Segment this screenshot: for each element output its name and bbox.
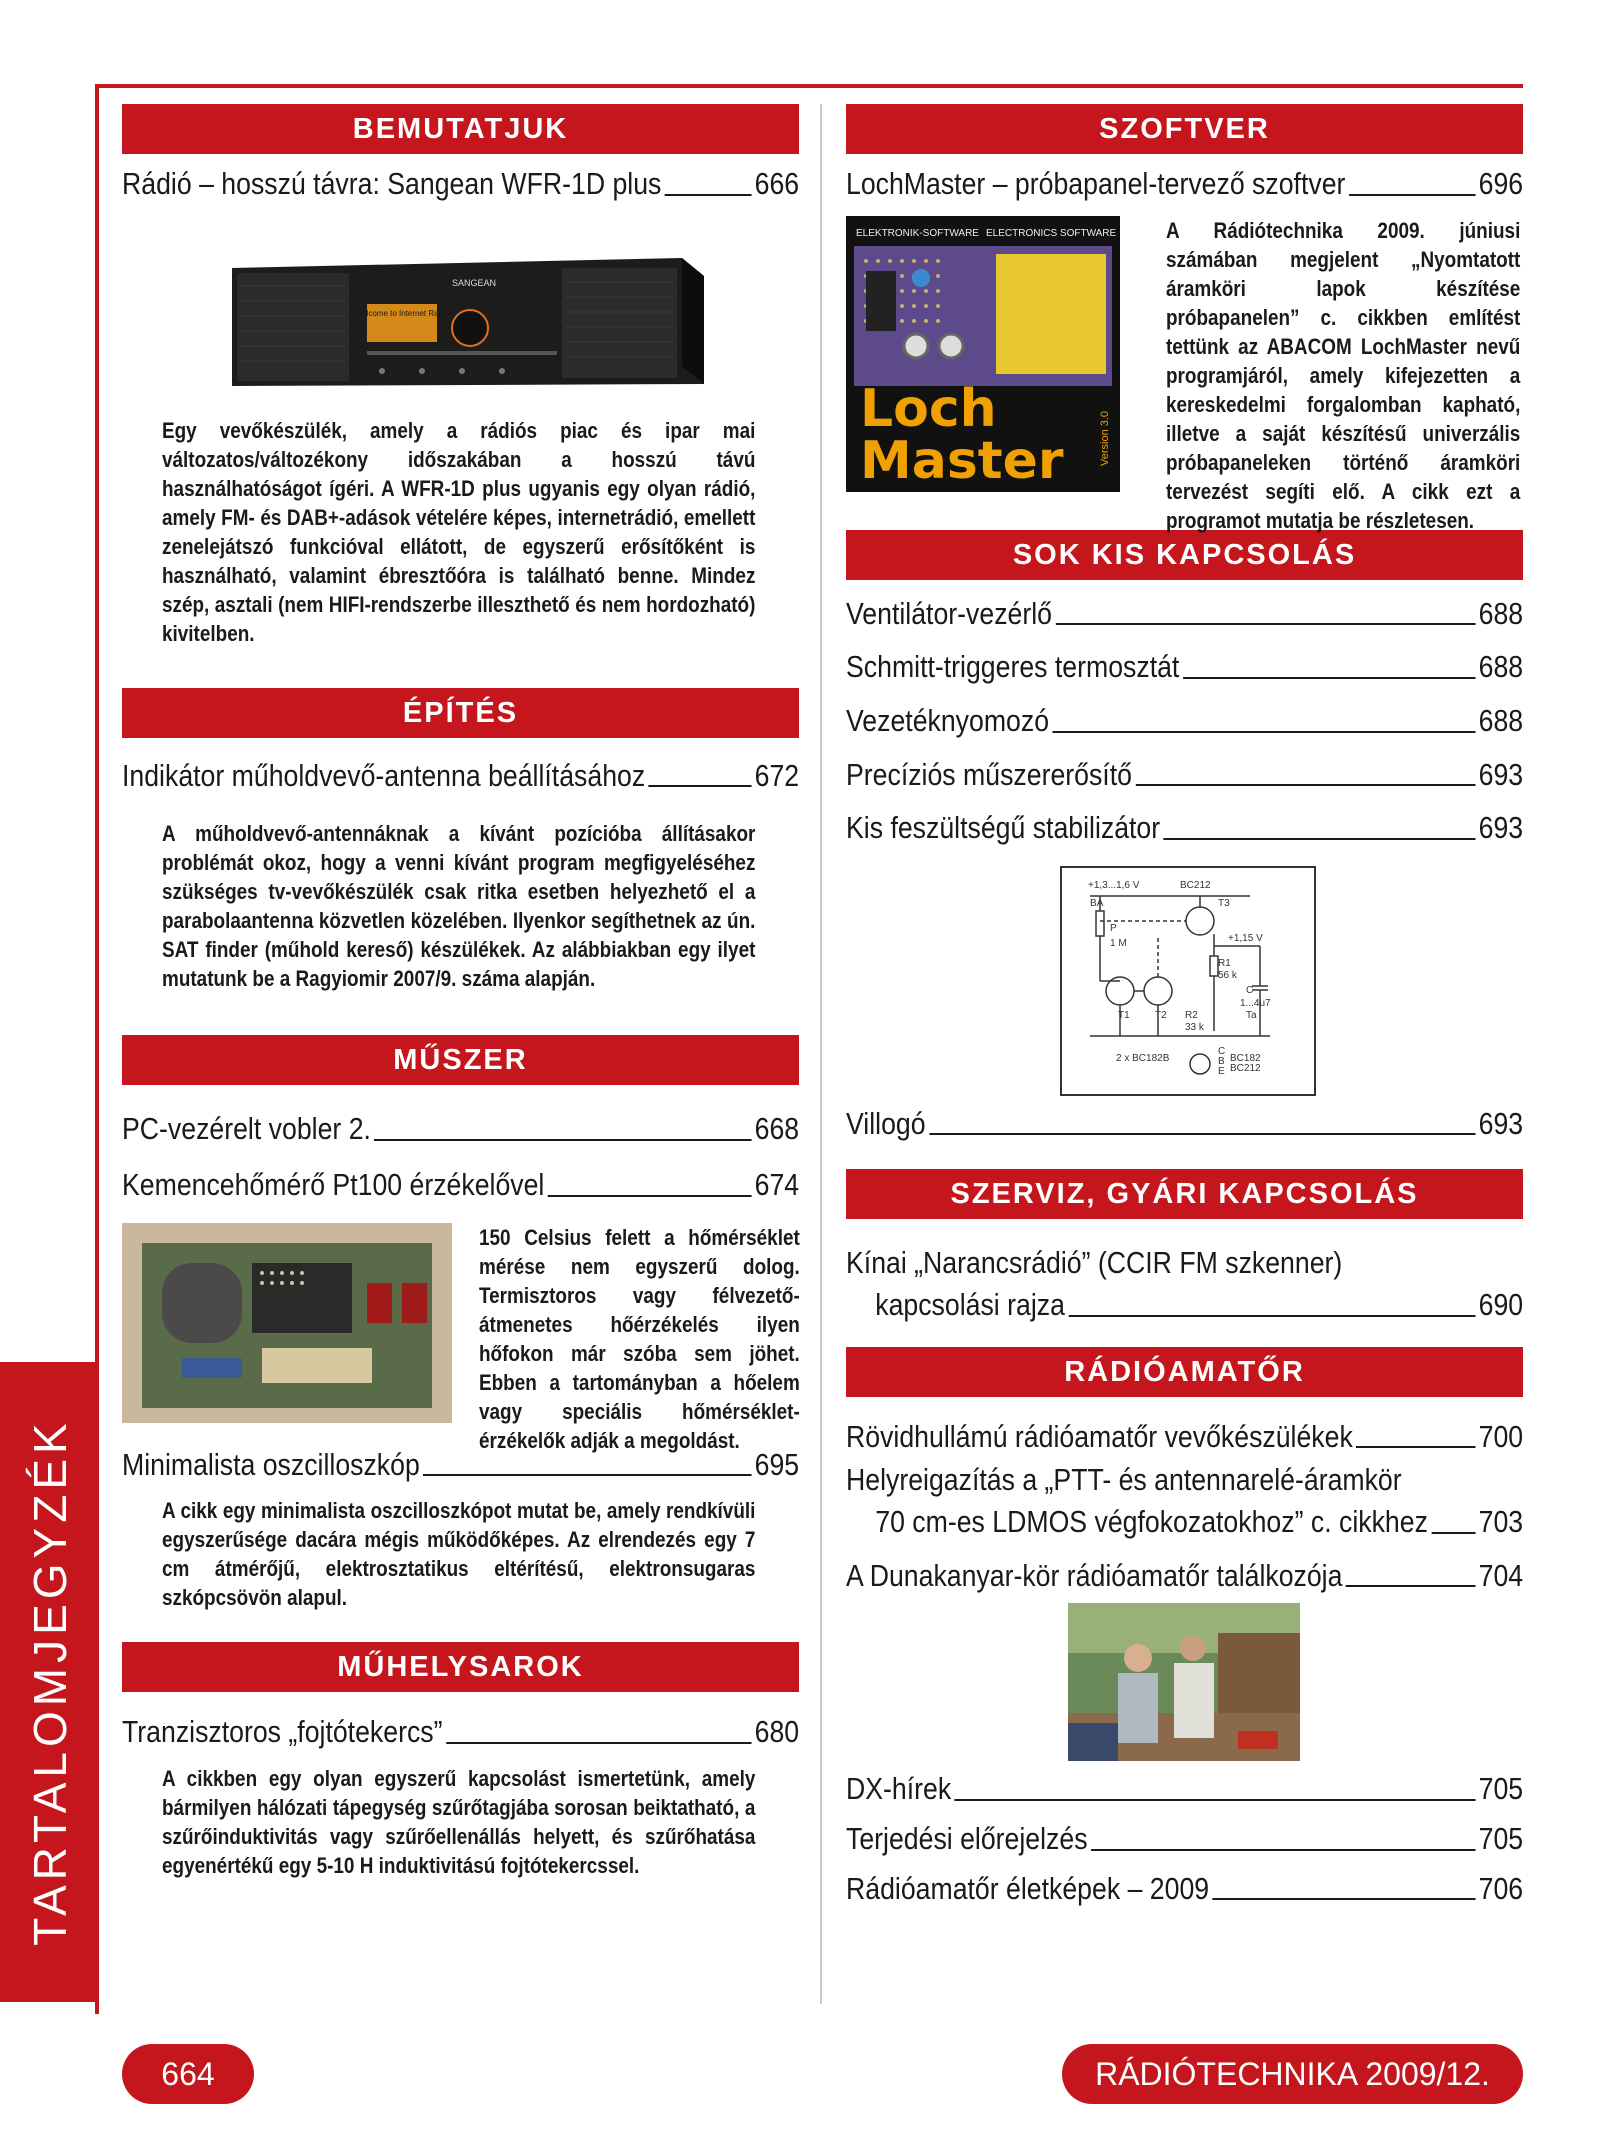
right-column (846, 104, 1523, 1906)
svg-text:C: C (1218, 1045, 1226, 1057)
toc-entry[interactable]: Indikátor műholdvevő-antenna beállításához 672 (122, 757, 800, 793)
page-number: 668 (754, 1111, 800, 1147)
circuit-diagram (846, 866, 1523, 1096)
left-column (122, 104, 799, 1880)
page-number: 680 (754, 1714, 800, 1750)
section-heading-radioamator: RÁDIÓAMATŐR (846, 1347, 1523, 1397)
svg-text:+1,3...1,6 V: +1,3...1,6 V (1088, 879, 1140, 891)
toc-entry[interactable]: Minimalista oszcilloszkóp 695 (122, 1446, 800, 1482)
svg-text:BC212: BC212 (1230, 1062, 1261, 1074)
svg-text:BA: BA (1090, 897, 1104, 909)
page-number: 693 (1478, 1105, 1524, 1141)
page-number: 706 (1478, 1870, 1524, 1906)
toc-entry[interactable]: DX-hírek 705 (846, 1771, 1524, 1807)
radio-display: Welcome to Internet Radio (354, 308, 450, 318)
svg-text:R2: R2 (1185, 1009, 1198, 1021)
toc-entry[interactable]: 70 cm-es LDMOS végfokozatokhoz” c. cikkhez 703 (875, 1504, 1524, 1540)
section-heading-szoftver: SZOFTVER (846, 104, 1523, 154)
section-heading-muszer: MŰSZER (122, 1035, 799, 1085)
svg-text:ELEKTRONIK-SOFTWARE: ELEKTRONIK-SOFTWARE (856, 227, 979, 239)
article-description: A műholdvevő-antennáknak a kívánt pozícióba állításakor problémát okoz, hogy a venni kívánt program megfigyeléséhez szükséges tv-vevőkészülék csak ritka esetben helyezhető el a parabolaantenna közvetlen közelében. Ilyenkor segíthetnek az ún. SAT finder (műhold kereső) készülékek. Az alábbiakban egy ilyet mutatunk be a Ragyiomir 2007/9. száma alapján. (162, 821, 756, 992)
toc-entry[interactable]: kapcsolási rajza 690 (875, 1287, 1524, 1323)
page-number: 693 (1478, 810, 1524, 846)
magazine-badge: RÁDIÓTECHNIKA 2009/12. (1062, 2044, 1523, 2104)
svg-text:33 k: 33 k (1185, 1021, 1204, 1033)
article-description: A Rádiótechnika 2009. júniusi számában megjelent „Nyomtatott áramköri lapok készítése próbapanelen” c. cikkben említést tettünk az ABACOM LochMaster nevű programjáról, amely kifejezetten a kereskedelmi forgalomban kapható, illetve a saját készítésű univerzális próbapaneleken történő áramköri tervezést segíti elő. A cikk ezt a programot mutatja be részletesen. (1166, 217, 1521, 533)
svg-text:R1: R1 (1218, 957, 1231, 969)
page-number-badge: 664 (122, 2044, 254, 2104)
page-number: 688 (1478, 649, 1524, 685)
kemence-block (122, 1213, 800, 1453)
thermometer-photo (122, 1223, 452, 1423)
meeting-photo-block (846, 1603, 1523, 1771)
page-number: 704 (1478, 1557, 1524, 1593)
toc-entry[interactable]: Rádióamatőr életképek – 2009 706 (846, 1870, 1524, 1906)
page-number: 666 (754, 166, 800, 201)
svg-text:ELECTRONICS SOFTWARE: ELECTRONICS SOFTWARE (986, 227, 1117, 239)
svg-text:+1,15 V: +1,15 V (1228, 932, 1263, 944)
svg-text:P: P (1110, 922, 1117, 934)
toc-entry[interactable]: A Dunakanyar-kör rádióamatőr találkozója 704 (846, 1557, 1524, 1593)
side-tab (0, 1362, 99, 2002)
svg-text:T2: T2 (1155, 1009, 1167, 1021)
svg-text:2 x BC182B: 2 x BC182B (1116, 1052, 1170, 1064)
side-tab-label: TARTALOMJEGYZÉK (23, 1418, 76, 1946)
page-number: 672 (754, 757, 800, 793)
toc-entry[interactable]: Rádió – hosszú távra: Sangean WFR-1D plus 666 (122, 166, 800, 201)
toc-entry[interactable]: Vezetéknyomozó 688 (846, 702, 1524, 738)
page-number: 705 (1478, 1820, 1524, 1856)
toc-entry[interactable]: Precíziós műszererősítő 693 (846, 756, 1524, 792)
section-heading-epites: ÉPÍTÉS (122, 688, 799, 738)
svg-text:BC182: BC182 (1230, 1052, 1261, 1064)
radio-image (122, 216, 799, 416)
svg-text:BC212: BC212 (1180, 879, 1211, 891)
toc-entry[interactable]: Ventilátor-vezérlő 688 (846, 595, 1524, 631)
svg-text:Master: Master (860, 430, 1064, 491)
toc-entry[interactable]: Helyreigazítás a „PTT- és antennarelé-áramkör (846, 1462, 1402, 1498)
article-description: Egy vevőkészülék, amely a rádiós piac és ipar mai változatos/változékony időszakában a hosszú távú használhatóságot ígéri. A WFR-1D plus ugyanis egy olyan rádió, amely FM- és DAB+-adások vételére képes, internetrádió, emellett zenelejátszó funkcióval ellátott, de egyszerű erősítőként is használható, valamint ébresztőóra is található benne. Mindez szép, asztali (nem HIFI-rendszerbe illeszthető és nem hordozható) kivitelben. (162, 417, 756, 646)
toc-entry[interactable]: Kis feszültségű stabilizátor 693 (846, 810, 1524, 846)
svg-text:Loch: Loch (860, 378, 997, 439)
radio-logo: SANGEAN (452, 277, 497, 288)
toc-entry[interactable]: Rövidhullámú rádióamatőr vevőkészülékek 700 (846, 1418, 1524, 1454)
page-number: 674 (754, 1166, 800, 1202)
page-number: 696 (1478, 166, 1524, 201)
toc-entry[interactable]: Schmitt-triggeres termosztát 688 (846, 649, 1524, 685)
page-number: 688 (1478, 595, 1524, 631)
lochmaster-block (846, 208, 1523, 533)
page-number: 690 (1478, 1287, 1524, 1323)
svg-text:T3: T3 (1218, 897, 1230, 909)
column-divider (820, 104, 822, 2004)
article-description: 150 Celsius felett a hőmérséklet mérése nem egyszerű dolog. Termisztoros vagy félvezető-átmenetes hőérzékelés ilyen hőfokon már szóba sem jöhet. Ebben a tartományban a hőelem vagy speciális hőmérséklet-érzékelők adják a megoldást. (479, 1224, 800, 1453)
toc-entry[interactable]: Villogó 693 (846, 1105, 1524, 1141)
toc-entry[interactable]: PC-vezérelt vobler 2. 668 (122, 1111, 800, 1147)
page-number: 695 (754, 1446, 800, 1482)
svg-text:E: E (1218, 1065, 1225, 1077)
svg-text:56 k: 56 k (1218, 969, 1237, 981)
svg-text:T1: T1 (1118, 1009, 1130, 1021)
page-number: 703 (1478, 1504, 1524, 1540)
section-heading-bemutatjuk: BEMUTATJUK (122, 104, 799, 154)
svg-text:1...4u7: 1...4u7 (1240, 997, 1271, 1009)
toc-entry[interactable]: Terjedési előrejelzés 705 (846, 1820, 1524, 1856)
section-heading-muhelysarok: MŰHELYSAROK (122, 1642, 799, 1692)
page-number: 700 (1478, 1418, 1524, 1454)
svg-text:Version 3.0: Version 3.0 (1099, 410, 1111, 466)
section-heading-sok-kis-kapcsolas: SOK KIS KAPCSOLÁS (846, 530, 1523, 580)
svg-text:1 M: 1 M (1110, 937, 1127, 949)
article-description: A cikkben egy olyan egyszerű kapcsolást ismertetünk, amely bármilyen hálózati tápegység szűrőtagjába sorosan beiktatható, a szűrőinduktivitás vagy szűrőellenállás helyett, és szűrőhatása egyenértékű egy 5-10 H induktivitású fojtótekercssel. (162, 1765, 756, 1878)
svg-text:C: C (1246, 984, 1254, 996)
lochmaster-box-image (846, 216, 1120, 492)
toc-entry[interactable]: LochMaster – próbapanel-tervező szoftver 696 (846, 166, 1524, 201)
page-number: 688 (1478, 702, 1524, 738)
top-frame-line (95, 84, 1523, 88)
meeting-photo (1068, 1603, 1300, 1761)
toc-entry[interactable]: Kemencehőmérő Pt100 érzékelővel 674 (122, 1166, 800, 1202)
section-heading-szerviz: SZERVIZ, GYÁRI KAPCSOLÁS (846, 1169, 1523, 1219)
page-number: 693 (1478, 756, 1524, 792)
article-description: A cikk egy minimalista oszcilloszkópot mutat be, amely rendkívüli egyszerűsége dacára mégis működőképes. Az elrendezés egy 7 cm átmérőjű, elektrosztatikus eltérítésű, elektronsugaras szkópcsövön alapul. (162, 1498, 756, 1611)
svg-text:B: B (1218, 1055, 1225, 1067)
page-number: 705 (1478, 1771, 1524, 1807)
toc-entry[interactable]: Kínai „Narancsrádió” (CCIR FM szkenner) (846, 1245, 1343, 1281)
svg-text:Ta: Ta (1246, 1009, 1257, 1021)
toc-entry[interactable]: Tranzisztoros „fojtótekercs” 680 (122, 1714, 800, 1750)
